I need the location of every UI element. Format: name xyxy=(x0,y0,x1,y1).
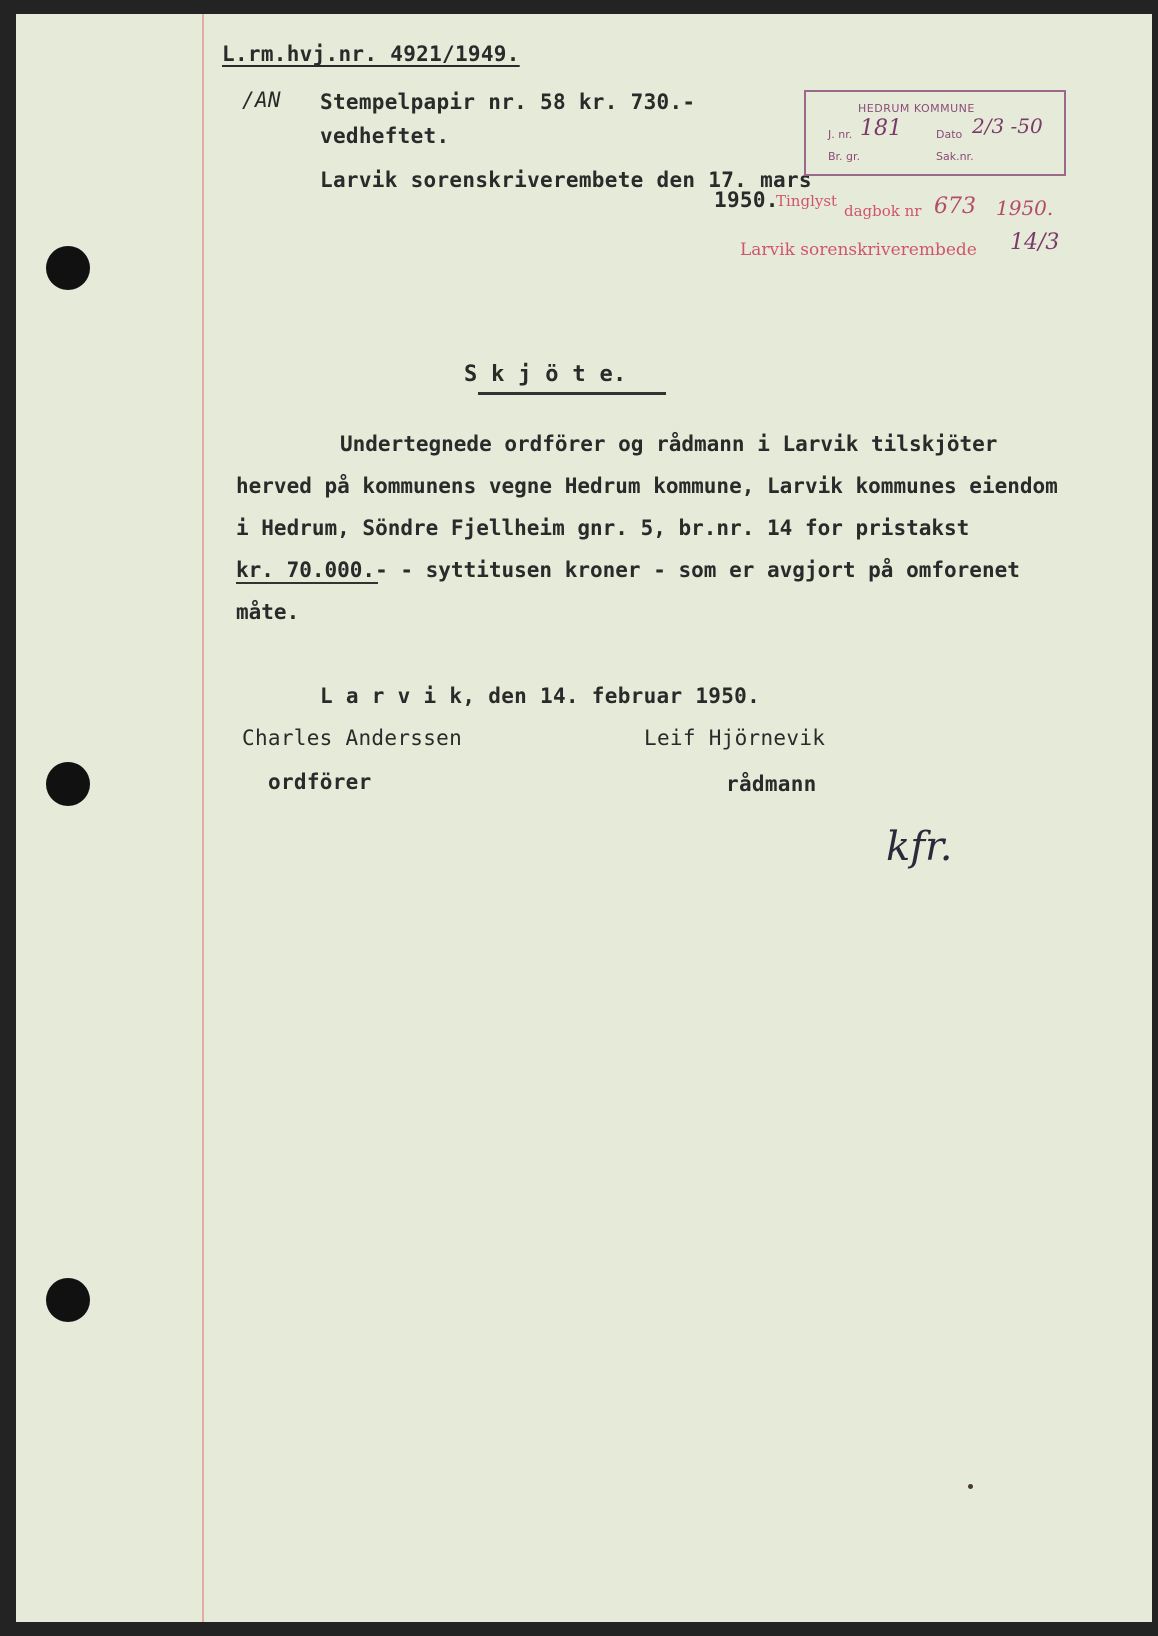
stamp-paper-line: Stempelpapir nr. 58 kr. 730.- xyxy=(320,90,696,114)
margin-line xyxy=(202,14,204,1622)
stamp-jnr-value: 181 xyxy=(860,116,902,141)
body-line: måte. xyxy=(236,600,300,624)
stamp-dato-label: Dato xyxy=(936,128,963,141)
initials-mark: /AN xyxy=(242,88,281,112)
stamp-brgr-label: Br. gr. xyxy=(828,150,861,163)
body-line: herved på kommunens vegne Hedrum kommune, Larvik kommunes eiendom xyxy=(236,474,1058,498)
ink-dot xyxy=(968,1484,973,1489)
stamp-jnr-label: J. nr. xyxy=(828,128,853,141)
register-dagbok-label: dagbok nr xyxy=(844,202,922,220)
price-underline xyxy=(236,582,378,584)
register-year: 1950. xyxy=(996,196,1054,220)
register-dagbok-value: 673 xyxy=(934,194,976,219)
body-line: i Hedrum, Söndre Fjellheim gnr. 5, br.nr. 14 for pristakst xyxy=(236,516,970,540)
signer-right-name: Leif Hjörnevik xyxy=(644,726,826,750)
signer-right-title: rådmann xyxy=(726,772,817,796)
register-date: 14/3 xyxy=(1010,230,1060,255)
signer-left-title: ordförer xyxy=(268,770,372,794)
stamp-dato-value: 2/3 -50 xyxy=(972,114,1043,138)
body-line: kr. 70.000.- - syttitusen kroner - som er avgjort på omforenet xyxy=(236,558,1020,582)
reference-number: L.rm.hvj.nr. 4921/1949. xyxy=(222,42,520,66)
municipality-stamp xyxy=(804,90,1066,176)
handwritten-initials: kfr. xyxy=(886,824,953,870)
punch-hole xyxy=(46,1278,90,1322)
register-stamp-line1: Tinglyst xyxy=(776,192,838,210)
register-office: Larvik sorenskriverembede xyxy=(740,240,977,260)
year-line: 1950. xyxy=(714,188,779,212)
punch-hole xyxy=(46,762,90,806)
document-page xyxy=(16,14,1152,1622)
attached-line: vedheftet. xyxy=(320,124,450,148)
signer-left-name: Charles Anderssen xyxy=(242,726,463,750)
office-date-line: Larvik sorenskriverembete den 17. mars xyxy=(320,168,812,192)
stamp-title: HEDRUM KOMMUNE xyxy=(858,102,975,115)
place-date: L a r v i k, den 14. februar 1950. xyxy=(320,684,761,708)
punch-hole xyxy=(46,246,90,290)
title-underline xyxy=(478,392,666,395)
stamp-saknr-label: Sak.nr. xyxy=(936,150,974,163)
body-line: Undertegnede ordförer og rådmann i Larvik tilskjöter xyxy=(340,432,998,456)
document-title: S k j ö t e. xyxy=(464,362,627,387)
